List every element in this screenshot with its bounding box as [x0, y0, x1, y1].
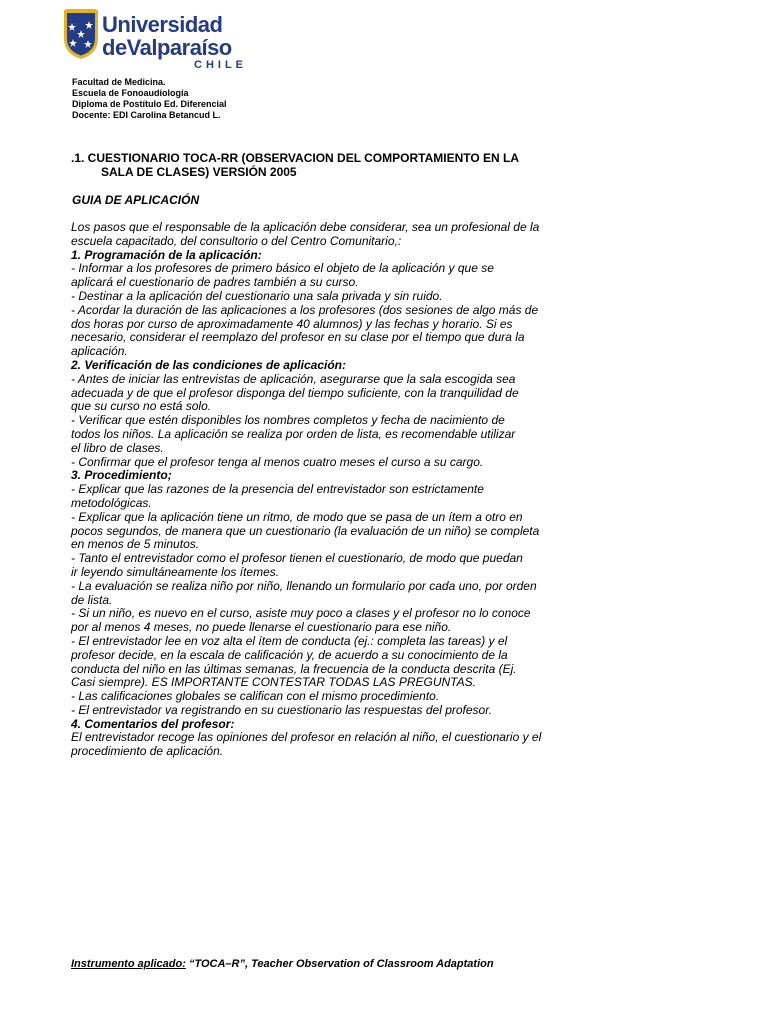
header-line: Diploma de Postítulo Ed. Diferencial [72, 99, 227, 109]
header-line: Facultad de Medicina. [72, 77, 166, 87]
body-line: profesor decide, en la escala de calificación y, de acuerdo a su conocimiento de la [71, 647, 508, 662]
section-title: 2. Verificación de las condiciones de aplicación: [71, 357, 346, 372]
body-line: todos los niños. La aplicación se realiza por orden de lista, es recomendable utilizar [71, 426, 516, 441]
body-line: - Explicar que la aplicación tiene un ritmo, de modo que se pasa de un ítem a otro en [71, 509, 523, 524]
document-title [71, 151, 519, 179]
body-line: el libro de clases. [71, 440, 164, 455]
logo-valparaiso-text: deValparaíso [102, 35, 232, 60]
section-title: 4. Comentarios del profesor: [71, 716, 235, 731]
body-line: pocos segundos, de manera que un cuestionario (la evaluación de un niño) se completa [71, 523, 540, 538]
footer-label: Instrumento aplicado: [71, 958, 186, 970]
footer-value: “TOCA–R”, Teacher Observation of Classroom Adaptation [185, 958, 494, 970]
header-line: Docente: EDI Carolina Betancud L. [72, 110, 221, 120]
body-line: - Explicar que las razones de la presencia del entrevistador son estrictamente [71, 482, 484, 497]
section-heading: GUIA DE APLICACIÓN [72, 193, 200, 207]
body-line: - Antes de iniciar las entrevistas de aplicación, asegurarse que la sala escogida sea [71, 371, 516, 386]
body-line: necesario, considerar el reemplazo del profesor en su clase por el tiempo que dura la [71, 330, 525, 345]
body-line: adecuada y de que el profesor disponga del tiempo suficiente, con la tranquilidad de [71, 385, 519, 400]
document-header [72, 77, 227, 121]
body-line: - Verificar que estén disponibles los nombres completos y fecha de nacimiento de [71, 413, 505, 428]
body-line: aplicará el cuestionario de padres también a su curso. [71, 275, 359, 290]
crest-icon [62, 8, 100, 60]
body-line: - La evaluación se realiza niño por niño, llenando un formulario por cada uno, por orden [71, 578, 537, 593]
body-line: que su curso no está solo. [71, 399, 212, 414]
body-line: - Informar a los profesores de primero básico el objeto de la aplicación y que se [71, 261, 494, 276]
title-line-2: SALA DE CLASES) VERSIÓN 2005 [101, 165, 297, 179]
body-line: - Destinar a la aplicación del cuestionario una sala privada y sin ruido. [71, 288, 443, 303]
body-line: ir leyendo simultáneamente los ítemes. [71, 564, 280, 579]
logo-university-text: Universidad [102, 12, 223, 37]
body-line: - Acordar la duración de las aplicaciones a los profesores (dos sesiones de algo más de [71, 302, 539, 317]
body-line: - Si un niño, es nuevo en el curso, asiste muy poco a clases y el profesor no lo conoce [71, 606, 531, 621]
university-logo [62, 8, 247, 68]
body-line: Los pasos que el responsable de la aplicación debe considerar, sea un profesional de la [71, 220, 540, 234]
body-line: de lista. [71, 592, 113, 607]
section-title: 1. Programación de la aplicación: [71, 247, 262, 262]
body-line: - Confirmar que el profesor tenga al menos cuatro meses el curso a su cargo. [71, 454, 484, 469]
section-title: 3. Procedimiento; [71, 468, 172, 483]
body-line: por al menos 4 meses, no puede llenarse el cuestionario para ese niño. [71, 620, 452, 635]
logo-chile-text: CHILE [194, 60, 247, 68]
body-line: - Las calificaciones globales se califican con el mismo procedimiento. [71, 689, 440, 704]
body-line: - El entrevistador lee en voz alta el ítem de conducta (ej.: completa las tareas) y el [71, 633, 508, 648]
body-line: escuela capacitado, del consultorio o del Centro Comunitario,: [71, 233, 402, 248]
body-line: conducta del niño en las últimas semanas, la frecuencia de la conducta descrita (Ej. [71, 661, 517, 676]
title-line-1: .1. CUESTIONARIO TOCA-RR (OBSERVACION DEL COMPORTAMIENTO EN LA [71, 151, 520, 165]
body-line: Casi siempre). ES IMPORTANTE CONTESTAR TODAS LAS PREGUNTAS. [71, 675, 476, 690]
body-line: - Tanto el entrevistador como el profesor tienen el cuestionario, de modo que puedan [71, 551, 523, 566]
body-line: aplicación. [71, 344, 128, 359]
header-line: Escuela de Fonoaudiología [72, 88, 189, 98]
body-line: El entrevistador recoge las opiniones del profesor en relación al niño, el cuestionario y el [71, 730, 542, 745]
body-line: metodológicas. [71, 495, 152, 510]
footer-note [71, 958, 494, 970]
body-line: procedimiento de aplicación. [71, 744, 224, 759]
body-text [71, 221, 631, 759]
body-line: en menos de 5 minutos. [71, 537, 200, 552]
body-line: dos horas por curso de aproximadamente 40 alumnos) y las fechas y horario. Si es [71, 316, 513, 331]
body-line: - El entrevistador va registrando en su cuestionario las respuestas del profesor. [71, 702, 493, 717]
